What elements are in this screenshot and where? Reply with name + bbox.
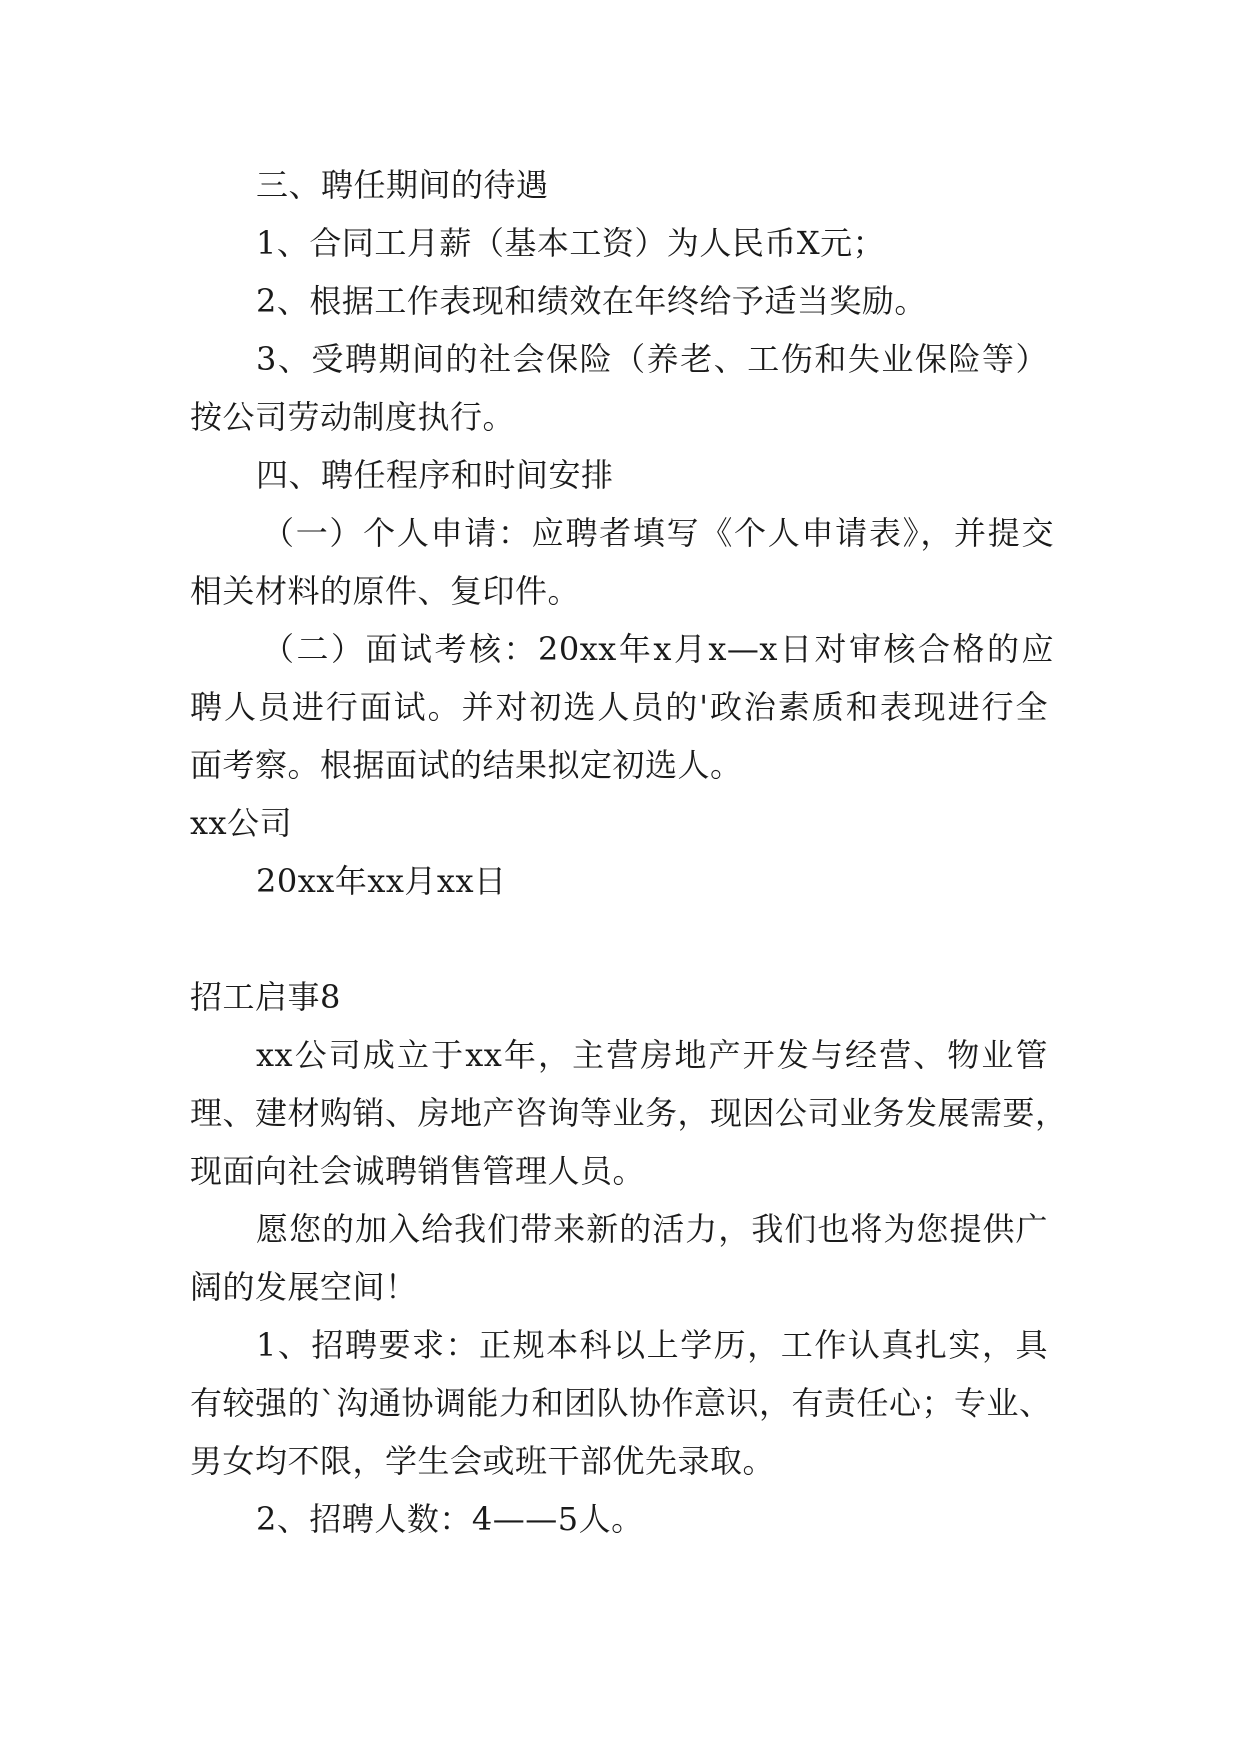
article-title: 招工启事8 [190, 978, 341, 1016]
paragraph-line: 有较强的`沟通协调能力和团队协作意识，有责任心；专业、 [190, 1384, 1052, 1422]
paragraph-line: 按公司劳动制度执行。 [190, 398, 516, 436]
paragraph-line: 1、合同工月薪（基本工资）为人民币X元； [256, 224, 886, 262]
paragraph-line: 理、建材购销、房地产咨询等业务，现因公司业务发展需要， [190, 1094, 1068, 1132]
paragraph-line: xx公司成立于xx年，主营房地产开发与经营、物业管 [256, 1036, 1048, 1074]
paragraph-line: （二）面试考核：20xx年x月x—x日对审核合格的应 [262, 630, 1054, 668]
paragraph-line: 男女均不限，学生会或班干部优先录取。 [190, 1442, 776, 1480]
paragraph-line: 相关材料的原件、复印件。 [190, 572, 581, 610]
paragraph-line: 2、招聘人数：4——5人。 [256, 1500, 644, 1538]
paragraph-line: （一）个人申请：应聘者填写《个人申请表》，并提交 [262, 514, 1054, 552]
paragraph-line: 聘人员进行面试。并对初选人员的'政治素质和表现进行全 [190, 688, 1048, 726]
signature-date: 20xx年xx月xx日 [256, 862, 507, 900]
paragraph-line: 3、受聘期间的社会保险（养老、工伤和失业保险等） [256, 340, 1048, 378]
paragraph-line: 阔的发展空间！ [190, 1268, 418, 1306]
signature-company: xx公司 [190, 804, 293, 842]
section-heading: 三、聘任期间的待遇 [256, 166, 549, 204]
paragraph-line: 2、根据工作表现和绩效在年终给予适当奖励。 [256, 282, 927, 320]
paragraph-line: 面考察。根据面试的结果拟定初选人。 [190, 746, 743, 784]
section-heading: 四、聘任程序和时间安排 [256, 456, 614, 494]
paragraph-line: 愿您的加入给我们带来新的活力，我们也将为您提供广 [256, 1210, 1048, 1248]
paragraph-line: 现面向社会诚聘销售管理人员。 [190, 1152, 646, 1190]
paragraph-line: 1、招聘要求：正规本科以上学历，工作认真扎实，具 [256, 1326, 1048, 1364]
